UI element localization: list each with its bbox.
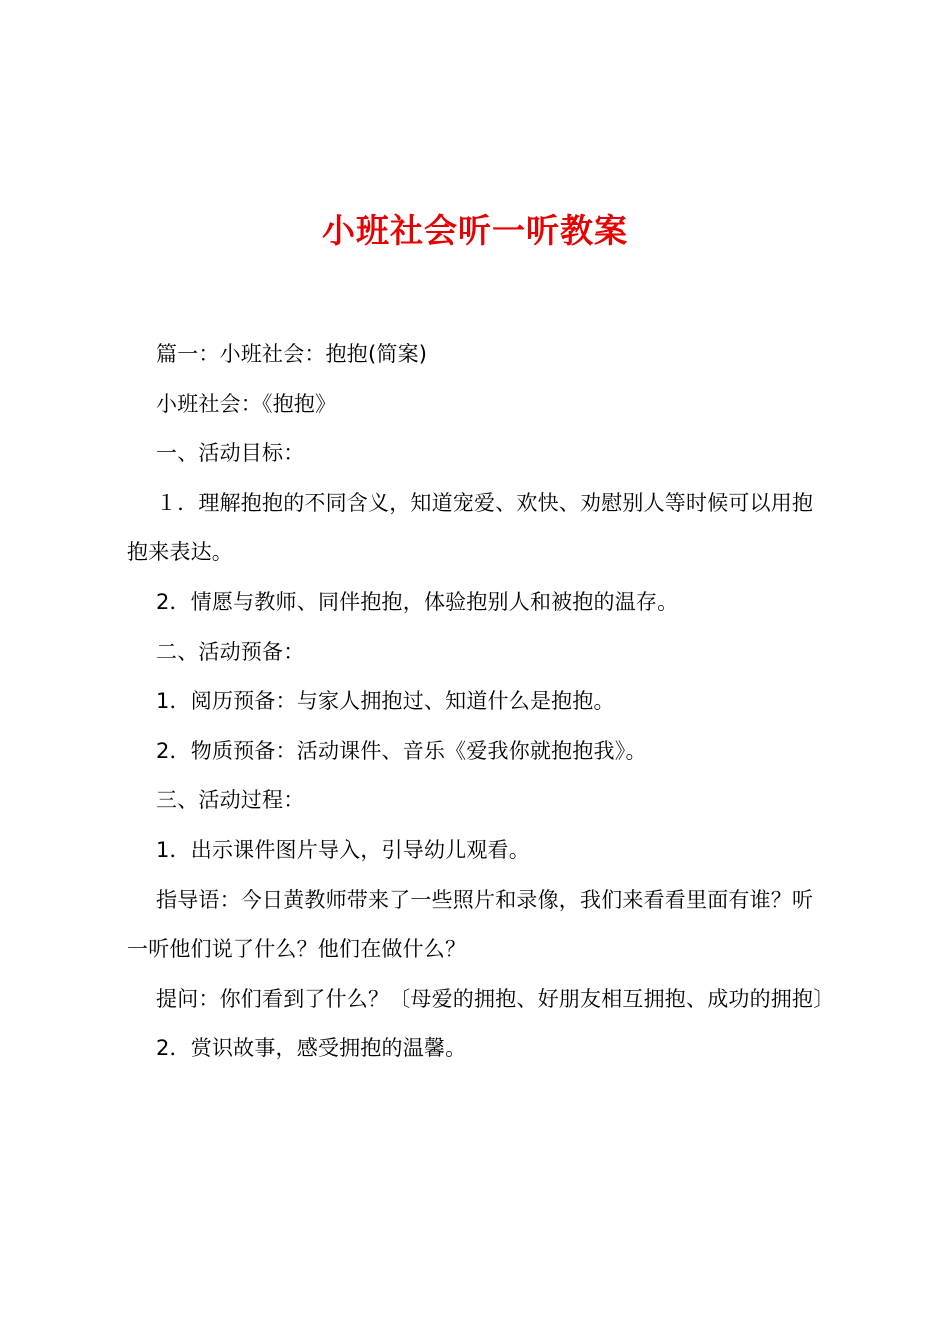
paragraph: 2．情愿与教师、同伴抱抱，体验抱别人和被抱的温存。 <box>156 589 679 614</box>
paragraph: 小班社会：《抱抱》 <box>156 391 337 416</box>
paragraph: １．理解抱抱的不同含义，知道宠爱、欢快、劝慰别人等时候可以用抱抱来表达。 <box>127 490 814 565</box>
paragraph: 2．物质预备：活动课件、音乐《爱我你就抱抱我》。 <box>156 738 647 763</box>
paragraph: 1．阅历预备：与家人拥抱过、知道什么是抱抱。 <box>156 689 615 714</box>
paragraph: 2．赏识故事，感受拥抱的温馨。 <box>156 1036 467 1061</box>
paragraph: 提问：你们看到了什么？〔母爱的拥抱、好朋友相互拥抱、成功的拥抱〕 <box>156 986 835 1011</box>
paragraph: 一、活动目标： <box>156 441 305 466</box>
paragraph: 三、活动过程： <box>156 788 305 813</box>
paragraph: 篇一：小班社会：抱抱(简案) <box>156 342 428 366</box>
paragraph: 二、活动预备： <box>156 639 305 664</box>
paragraph: 指导语：今日黄教师带来了一些照片和录像，我们来看看里面有谁？听一听他们说了什么？他们在做什么？ <box>127 887 814 962</box>
document-body <box>127 330 833 1074</box>
document-title: 小班社会听一听教案 <box>322 211 628 250</box>
paragraph: 1．出示课件图片导入，引导幼儿观看。 <box>156 837 530 862</box>
